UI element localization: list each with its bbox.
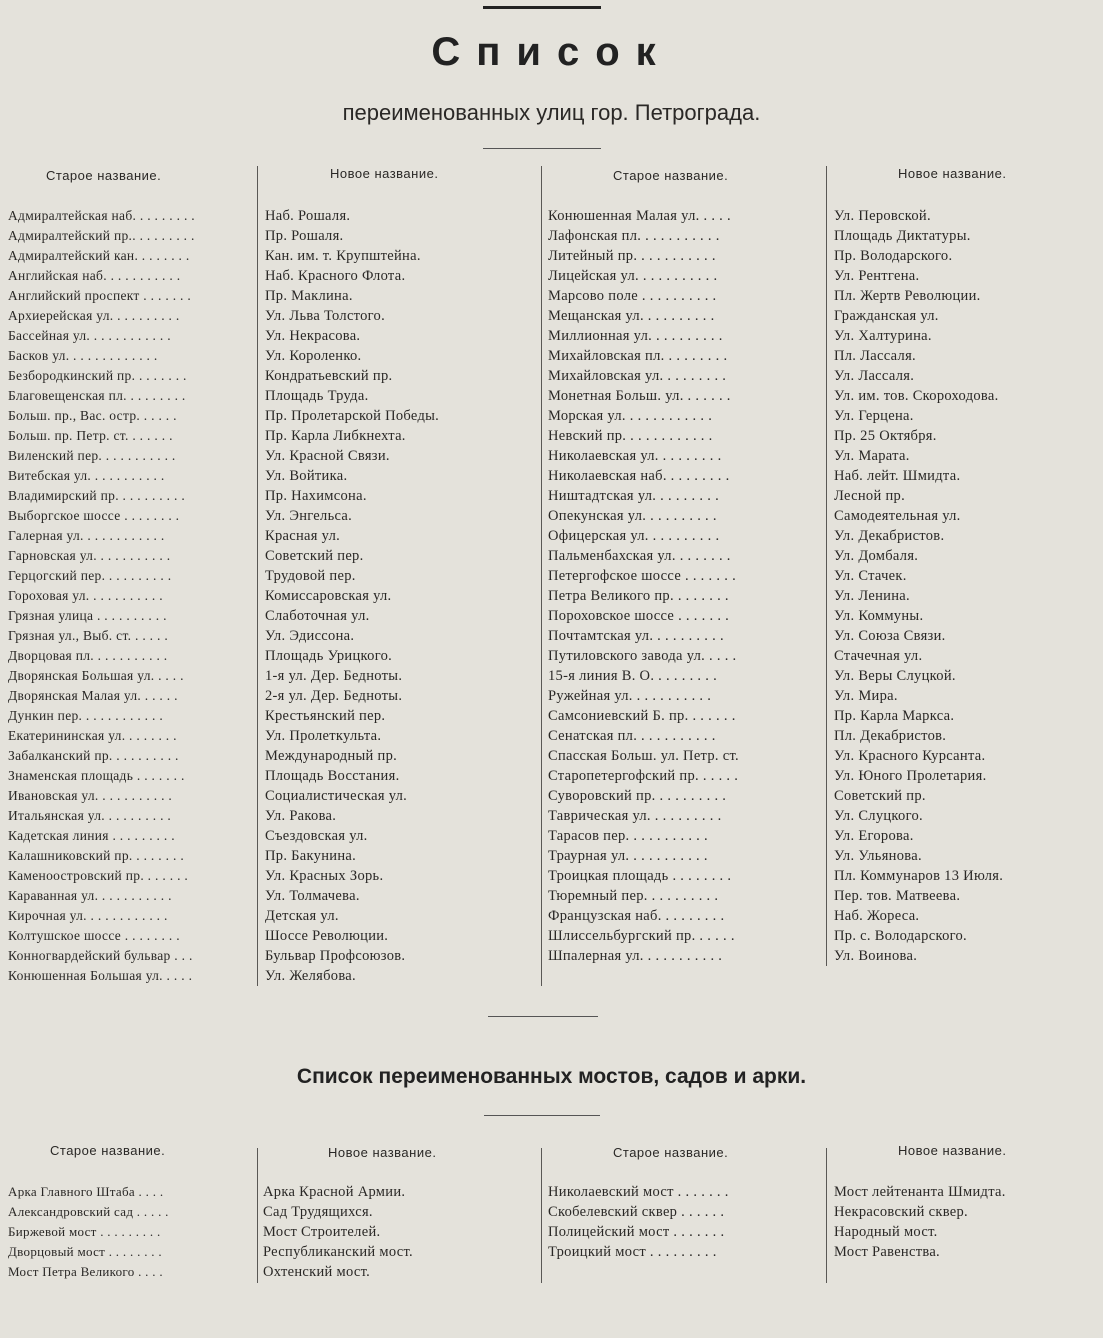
streets-left-old-column — [8, 206, 254, 986]
new-name-cell: Пл. Коммунаров 13 Июля. — [834, 868, 1004, 884]
old-name-cell: Дворцовый мост . . . . . . . . — [8, 1244, 162, 1259]
new-name-cell: Ул. Красного Курсанта. — [834, 748, 986, 764]
new-name-cell: Бульвар Профсоюзов. — [265, 948, 406, 964]
s2-header-new-right: Новое название. — [898, 1143, 1007, 1158]
new-name-cell: Ул. Толмачева. — [265, 888, 360, 904]
streets-left-new-column — [265, 206, 537, 986]
old-name-cell: Грязная улица . . . . . . . . . . — [8, 608, 167, 623]
new-name-cell: Ул. Халтурина. — [834, 328, 932, 344]
old-name-cell: Мещанская ул. . . . . . . . . . — [548, 308, 715, 324]
new-name-cell: Красная ул. — [265, 528, 341, 544]
old-name-cell: Итальянская ул. . . . . . . . . . — [8, 808, 172, 823]
old-name-cell: Колтушское шоссе . . . . . . . . — [8, 928, 180, 943]
new-name-cell: Ул. Перовской. — [834, 208, 931, 224]
new-name-cell: Советский пер. — [265, 548, 364, 564]
old-name-cell: Гарновская ул. . . . . . . . . . . — [8, 548, 171, 563]
old-name-cell: Траурная ул. . . . . . . . . . . — [548, 848, 708, 864]
old-name-cell: Архиерейская ул. . . . . . . . . . — [8, 308, 180, 323]
new-name-cell: Ул. Веры Слуцкой. — [834, 668, 956, 684]
top-rule — [483, 6, 601, 9]
header-old-right: Старое название. — [613, 168, 729, 183]
old-name-cell: Лафонская пл. . . . . . . . . . . — [548, 228, 720, 244]
old-name-cell: Путиловского завода ул. . . . . — [548, 648, 737, 664]
new-name-cell: Площадь Труда. — [265, 388, 369, 404]
new-name-cell: Ул. Егорова. — [834, 828, 914, 844]
new-name-cell: Пл. Жертв Революции. — [834, 288, 981, 304]
old-name-cell: Адмиралтейский пр.. . . . . . . . . — [8, 228, 195, 243]
old-name-cell: Благовещенская пл. . . . . . . . . — [8, 388, 186, 403]
s2-header-new-left: Новое название. — [328, 1145, 437, 1160]
old-name-cell: Морская ул. . . . . . . . . . . . — [548, 408, 713, 424]
old-name-cell: Пороховское шоссе . . . . . . . — [548, 608, 730, 624]
old-name-cell: Ништадтская ул. . . . . . . . . — [548, 488, 720, 504]
new-name-cell: Ул. Коммуны. — [834, 608, 924, 624]
old-name-cell: Дункин пер. . . . . . . . . . . . — [8, 708, 164, 723]
old-name-cell: Михайловская ул. . . . . . . . . — [548, 368, 727, 384]
new-name-cell: Ул. Короленко. — [265, 348, 362, 364]
old-name-cell: Шлиссельбургский пр. . . . . . — [548, 928, 735, 944]
new-name-cell: Пр. Володарского. — [834, 248, 953, 264]
section2-title: Список переименованных мостов, садов и арки. — [296, 1065, 807, 1088]
new-name-cell: Пр. Карла Маркса. — [834, 708, 955, 724]
new-name-cell: Ул. Эдиссона. — [265, 628, 355, 644]
new-name-cell: Пл. Декабристов. — [834, 728, 947, 744]
old-name-cell: Каменоостровский пр. . . . . . . — [8, 868, 189, 883]
page-title: Список — [431, 30, 672, 74]
bridges-right-new-column — [834, 1182, 1096, 1262]
new-name-cell: Комиссаровская ул. — [265, 588, 392, 604]
column-divider — [541, 166, 542, 986]
new-name-cell: Ул. Красных Зорь. — [265, 868, 384, 884]
new-name-cell: Ул. Воинова. — [834, 948, 918, 964]
old-name-cell: Ивановская ул. . . . . . . . . . . — [8, 788, 173, 803]
new-name-cell: Пр. с. Володарского. — [834, 928, 967, 944]
old-name-cell: Адмиралтейский кан. . . . . . . . — [8, 248, 190, 263]
new-name-cell: Пл. Лассаля. — [834, 348, 916, 364]
old-name-cell: Караванная ул. . . . . . . . . . . — [8, 888, 172, 903]
new-name-cell: Съездовская ул. — [265, 828, 368, 844]
old-name-cell: Калашниковский пр. . . . . . . . — [8, 848, 185, 863]
old-name-cell: Дворцовая пл. . . . . . . . . . . — [8, 648, 168, 663]
old-name-cell: Лицейская ул. . . . . . . . . . . — [548, 268, 718, 284]
old-name-cell: Владимирский пр. . . . . . . . . . — [8, 488, 186, 503]
old-name-cell: Суворовский пр. . . . . . . . . . — [548, 788, 727, 804]
new-name-cell: Пр. Нахимсона. — [265, 488, 367, 504]
old-name-cell: Бассейная ул. . . . . . . . . . . . — [8, 328, 171, 343]
header-new-left: Новое название. — [330, 166, 439, 181]
new-name-cell: Ул. Юного Пролетария. — [834, 768, 987, 784]
old-name-cell: Конюшенная Малая ул. . . . . — [548, 208, 731, 224]
old-name-cell: Тюремный пер. . . . . . . . . . — [548, 888, 719, 904]
old-name-cell: Французская наб. . . . . . . . . — [548, 908, 725, 924]
old-name-cell: Самсониевский Б. пр. . . . . . . — [548, 708, 736, 724]
section2-divider — [484, 1115, 600, 1116]
new-name-cell: Площадь Диктатуры. — [834, 228, 971, 244]
s2-header-old-left: Старое название. — [50, 1143, 166, 1158]
new-name-cell: Ул. Мира. — [834, 688, 898, 704]
old-name-cell: Кирочная ул. . . . . . . . . . . . — [8, 908, 168, 923]
old-name-cell: Офицерская ул. . . . . . . . . . — [548, 528, 720, 544]
new-name-cell: Ул. Пролеткульта. — [265, 728, 382, 744]
new-name-cell: Сад Трудящихся. — [263, 1204, 373, 1220]
bridges-left-new-column — [263, 1182, 535, 1282]
old-name-cell: Герцогский пер. . . . . . . . . . — [8, 568, 172, 583]
new-name-cell: Ул. Герцена. — [834, 408, 914, 424]
new-name-cell: Детская ул. — [265, 908, 339, 924]
new-name-cell: Народный мост. — [834, 1224, 938, 1240]
old-name-cell: Михайловская пл. . . . . . . . . — [548, 348, 728, 364]
old-name-cell: Троицкая площадь . . . . . . . . — [548, 868, 732, 884]
streets-right-old-column — [548, 206, 824, 966]
subtitle-divider — [483, 148, 601, 149]
section-divider — [488, 1016, 598, 1017]
old-name-cell: Галерная ул. . . . . . . . . . . . — [8, 528, 165, 543]
new-name-cell: Трудовой пер. — [265, 568, 356, 584]
old-name-cell: Басков ул. . . . . . . . . . . . . — [8, 348, 158, 363]
new-name-cell: Ул. Ульянова. — [834, 848, 922, 864]
old-name-cell: Грязная ул., Выб. ст. . . . . . — [8, 628, 169, 643]
new-name-cell: Ул. Войтика. — [265, 468, 348, 484]
new-name-cell: Крестьянский пер. — [265, 708, 386, 724]
old-name-cell: Мост Петра Великого . . . . — [8, 1264, 163, 1279]
old-name-cell: Полицейский мост . . . . . . . — [548, 1224, 725, 1240]
old-name-cell: Петра Великого пр. . . . . . . . — [548, 588, 729, 604]
old-name-cell: Забалканский пр. . . . . . . . . . — [8, 748, 179, 763]
old-name-cell: Николаевская наб. . . . . . . . . — [548, 468, 730, 484]
old-name-cell: Конногвардейский бульвар . . . — [8, 948, 193, 963]
old-name-cell: Безбородкинский пр. . . . . . . . — [8, 368, 187, 383]
old-name-cell: Больш. пр. Петр. ст. . . . . . . — [8, 428, 173, 443]
old-name-cell: Марсово поле . . . . . . . . . . — [548, 288, 717, 304]
old-name-cell: Почтамтская ул. . . . . . . . . . — [548, 628, 724, 644]
streets-right-new-column — [834, 206, 1094, 966]
new-name-cell: Наб. Рошаля. — [265, 208, 351, 224]
new-name-cell: Пр. Маклина. — [265, 288, 353, 304]
new-name-cell: Арка Красной Армии. — [263, 1184, 406, 1200]
old-name-cell: Миллионная ул. . . . . . . . . . — [548, 328, 723, 344]
old-name-cell: Конюшенная Большая ул. . . . . — [8, 968, 193, 983]
bridges-right-old-column — [548, 1182, 824, 1262]
new-name-cell: Стачечная ул. — [834, 648, 923, 664]
new-name-cell: Наб. лейт. Шмидта. — [834, 468, 961, 484]
new-name-cell: Пр. Карла Либкнехта. — [265, 428, 406, 444]
new-name-cell: Международный пр. — [265, 748, 398, 764]
old-name-cell: Тарасов пер. . . . . . . . . . . — [548, 828, 708, 844]
new-name-cell: Некрасовский сквер. — [834, 1204, 968, 1220]
new-name-cell: Слаботочная ул. — [265, 608, 370, 624]
new-name-cell: Мост Равенства. — [834, 1244, 940, 1260]
old-name-cell: Больш. пр., Вас. остр. . . . . . — [8, 408, 177, 423]
new-name-cell: Пер. тов. Матвеева. — [834, 888, 961, 904]
old-name-cell: Литейный пр. . . . . . . . . . . — [548, 248, 716, 264]
new-name-cell: Ул. Энгельса. — [265, 508, 353, 524]
new-name-cell: Самодеятельная ул. — [834, 508, 961, 524]
old-name-cell: Гороховая ул. . . . . . . . . . . — [8, 588, 163, 603]
new-name-cell: Кан. им. т. Крупштейна. — [265, 248, 421, 264]
bridges-left-old-column — [8, 1182, 254, 1282]
new-name-cell: Ул. им. тов. Скороходова. — [834, 388, 999, 404]
old-name-cell: Знаменская площадь . . . . . . . — [8, 768, 185, 783]
new-name-cell: Охтенский мост. — [263, 1264, 371, 1280]
s2-header-old-right: Старое название. — [613, 1145, 729, 1160]
new-name-cell: Гражданская ул. — [834, 308, 939, 324]
old-name-cell: Старопетергофский пр. . . . . . — [548, 768, 739, 784]
new-name-cell: Ул. Декабристов. — [834, 528, 945, 544]
new-name-cell: Пр. Пролетарской Победы. — [265, 408, 440, 424]
old-name-cell: Выборгское шоссе . . . . . . . . — [8, 508, 180, 523]
new-name-cell: 2-я ул. Дер. Бедноты. — [265, 688, 403, 704]
new-name-cell: Ул. Желябова. — [265, 968, 356, 984]
new-name-cell: Ул. Ленина. — [834, 588, 910, 604]
new-name-cell: Ул. Союза Связи. — [834, 628, 946, 644]
old-name-cell: Сенатская пл. . . . . . . . . . . — [548, 728, 716, 744]
new-name-cell: Наб. Жореса. — [834, 908, 920, 924]
new-name-cell: Шоссе Революции. — [265, 928, 389, 944]
old-name-cell: Троицкий мост . . . . . . . . . — [548, 1244, 717, 1260]
new-name-cell: Социалистическая ул. — [265, 788, 408, 804]
old-name-cell: Дворянская Большая ул. . . . . — [8, 668, 184, 683]
header-old-left: Старое название. — [46, 168, 162, 183]
new-name-cell: Ул. Льва Толстого. — [265, 308, 386, 324]
old-name-cell: Монетная Больш. ул. . . . . . . — [548, 388, 731, 404]
old-name-cell: Николаевская ул. . . . . . . . . — [548, 448, 722, 464]
new-name-cell: 1-я ул. Дер. Бедноты. — [265, 668, 403, 684]
new-name-cell: Площадь Восстания. — [265, 768, 400, 784]
old-name-cell: Николаевский мост . . . . . . . — [548, 1184, 729, 1200]
new-name-cell: Наб. Красного Флота. — [265, 268, 406, 284]
old-name-cell: Биржевой мост . . . . . . . . . — [8, 1224, 161, 1239]
page-subtitle: переименованных улиц гор. Петрограда. — [342, 100, 761, 125]
column-divider — [826, 1148, 827, 1283]
old-name-cell: Витебская ул. . . . . . . . . . . — [8, 468, 165, 483]
old-name-cell: Таврическая ул. . . . . . . . . . — [548, 808, 722, 824]
old-name-cell: Петергофское шоссе . . . . . . . — [548, 568, 737, 584]
new-name-cell: Кондратьевский пр. — [265, 368, 393, 384]
old-name-cell: Екатерининская ул. . . . . . . . — [8, 728, 177, 743]
new-name-cell: Ул. Марата. — [834, 448, 910, 464]
old-name-cell: Виленский пер. . . . . . . . . . . — [8, 448, 176, 463]
new-name-cell: Ул. Красной Связи. — [265, 448, 390, 464]
new-name-cell: Мост Строителей. — [263, 1224, 381, 1240]
old-name-cell: Шпалерная ул. . . . . . . . . . . — [548, 948, 723, 964]
old-name-cell: Кадетская линия . . . . . . . . . — [8, 828, 175, 843]
new-name-cell: Республиканский мост. — [263, 1244, 413, 1260]
new-name-cell: Пр. Рошаля. — [265, 228, 344, 244]
old-name-cell: Английская наб. . . . . . . . . . . — [8, 268, 181, 283]
new-name-cell: Пр. 25 Октября. — [834, 428, 937, 444]
new-name-cell: Ул. Стачек. — [834, 568, 907, 584]
new-name-cell: Ул. Домбаля. — [834, 548, 919, 564]
new-name-cell: Ул. Некрасова. — [265, 328, 361, 344]
new-name-cell: Ул. Лассаля. — [834, 368, 915, 384]
new-name-cell: Мост лейтенанта Шмидта. — [834, 1184, 1006, 1200]
old-name-cell: Арка Главного Штаба . . . . — [8, 1184, 164, 1199]
new-name-cell: Ул. Слуцкого. — [834, 808, 923, 824]
new-name-cell: Советский пр. — [834, 788, 926, 804]
old-name-cell: Адмиралтейская наб. . . . . . . . . — [8, 208, 195, 223]
old-name-cell: 15-я линия В. О. . . . . . . . . — [548, 668, 718, 684]
column-divider — [257, 1148, 258, 1283]
old-name-cell: Опекунская ул. . . . . . . . . . — [548, 508, 717, 524]
new-name-cell: Ул. Рентгена. — [834, 268, 920, 284]
old-name-cell: Пальменбахская ул. . . . . . . . — [548, 548, 731, 564]
old-name-cell: Английский проспект . . . . . . . — [8, 288, 192, 303]
old-name-cell: Александровский сад . . . . . — [8, 1204, 169, 1219]
column-divider — [826, 166, 827, 966]
old-name-cell: Спасская Больш. ул. Петр. ст. — [548, 748, 739, 764]
new-name-cell: Площадь Урицкого. — [265, 648, 393, 664]
new-name-cell: Ул. Ракова. — [265, 808, 337, 824]
new-name-cell: Лесной пр. — [834, 488, 905, 504]
old-name-cell: Ружейная ул. . . . . . . . . . . — [548, 688, 712, 704]
old-name-cell: Невский пр. . . . . . . . . . . . — [548, 428, 713, 444]
old-name-cell: Дворянская Малая ул. . . . . . — [8, 688, 178, 703]
new-name-cell: Пр. Бакунина. — [265, 848, 357, 864]
column-divider — [541, 1148, 542, 1283]
column-divider — [257, 166, 258, 986]
old-name-cell: Скобелевский сквер . . . . . . — [548, 1204, 725, 1220]
header-new-right: Новое название. — [898, 166, 1007, 181]
